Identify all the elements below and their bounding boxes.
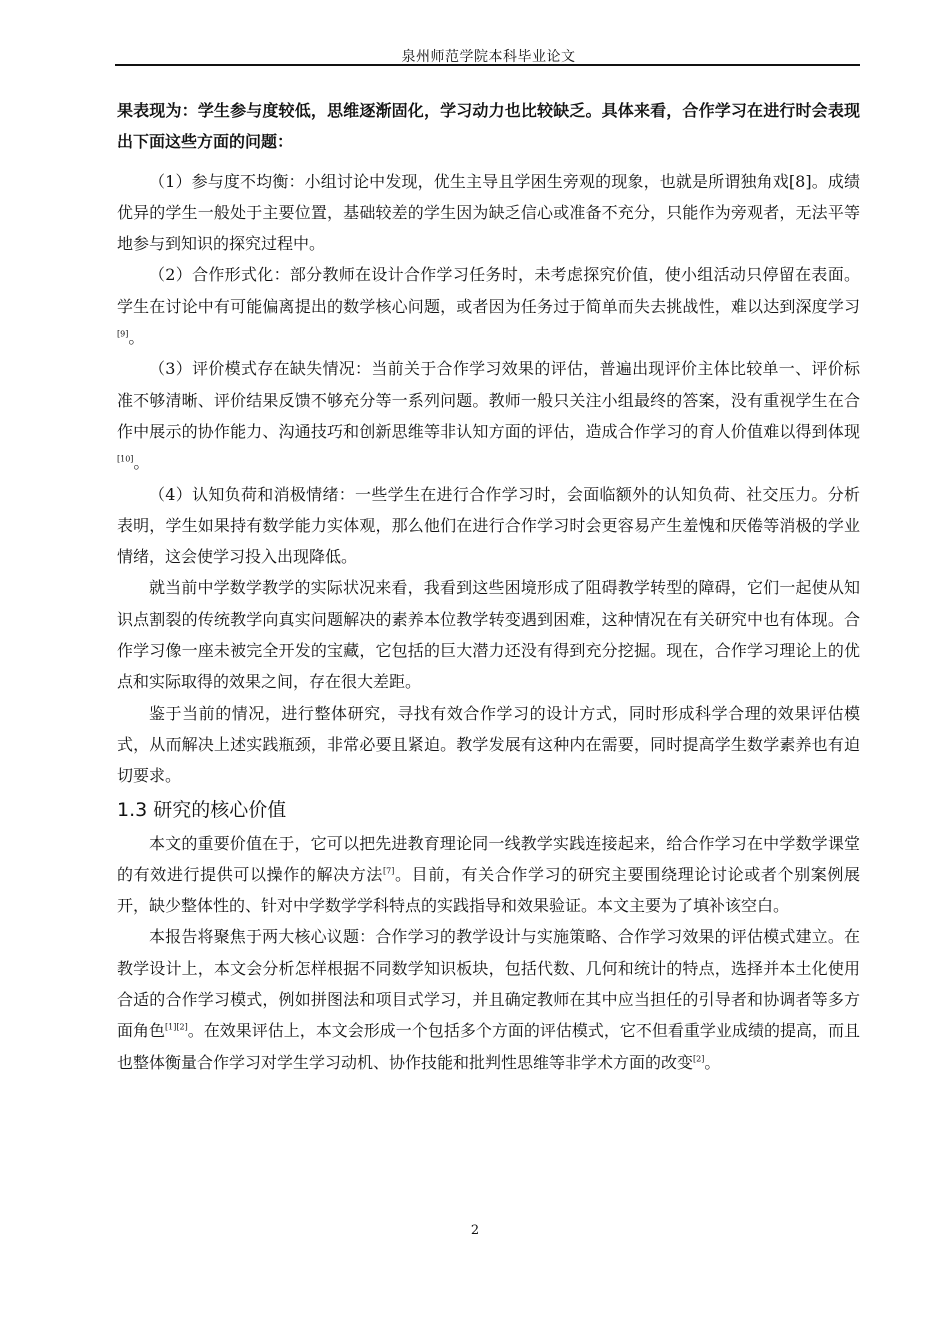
paragraph-tail: 。目前，有关合作学习的研究主要围绕理论讨论或者个别案例展开，缺少整体性的、针对中学数学学科特点的实践指导和效果验证。本文主要为了填补该空白。	[117, 864, 860, 916]
paragraph-text: 本报告将聚焦于两大核心议题：合作学习的教学设计与实施策略、合作学习效果的评估模式建立。在教学设计上，本文会分析怎样根据不同数学知识板块，包括代数、几何和统计的特点，选择并本土化使用合适的合作学习模式，例如拼图法和项目式学习，并且确定教师在其中应当担任的引导者和协调者等多方面角色	[117, 927, 860, 1041]
paragraph-tail: 。	[133, 453, 150, 473]
body-paragraph-6: 鉴于当前的情况，进行整体研究，寻找有效合作学习的设计方式，同时形成科学合理的效果评估模式，从而解决上述实践瓶颈，非常必要且紧迫。教学发展有这种内在需要，同时提高学生数学素养也有迫切要求。	[117, 703, 860, 786]
spacer	[117, 158, 860, 166]
issue-paragraph-2	[117, 259, 860, 353]
page-header-title: 泉州师范学院本科毕业论文	[401, 49, 576, 65]
paragraph-text-continued: 。在效果评估上，本文会形成一个包括多个方面的评估模式，它不但看重学业成绩的提高，而且也整体衡量合作学习对学生学习动机、协作技能和批判性思维等非学术方面的改变	[117, 1021, 860, 1072]
issue-paragraph-3	[117, 353, 860, 478]
citation-ref: [2]	[693, 1054, 705, 1064]
citation-ref: [7]	[383, 866, 395, 876]
paragraph-text: 本文的重要价值在于，它可以把先进教育理论同一线教学实践连接起来，给合作学习在中学数学课堂的有效进行提供可以操作的解决方法	[117, 833, 860, 884]
body-paragraph-5: 就当前中学数学教学的实际状况来看，我看到这些困境形成了阻碍教学转型的障碍，它们一起使从知识点割裂的传统教学向真实问题解决的素养本位教学转变遇到困难，这种情况在有关研究中也有体现。合作学习像一座未被完全开发的宝藏，它包括的巨大潜力还没有得到充分挖掘。现在，合作学习理论上的优点和实际取得的效果之间，存在很大差距。	[117, 578, 860, 692]
header-rule	[115, 64, 860, 66]
citation-ref: [1][2]	[165, 1022, 188, 1032]
issue-paragraph-1: （1）参与度不均衡：小组讨论中发现，优生主导且学困生旁观的现象，也就是所谓独角戏[8]。成绩优异的学生一般处于主要位置，基础较差的学生因为缺乏信心或准备不充分，只能作为旁观者，无法平等地参与到知识的探究过程中。	[117, 171, 860, 254]
paragraph-tail: 。	[704, 1052, 721, 1072]
section-paragraph-7	[117, 828, 860, 922]
page-number: 2	[470, 1223, 480, 1238]
intro-paragraph: 果表现为：学生参与度较低，思维逐渐固化，学习动力也比较缺乏。具体来看，合作学习在进行时会表现出下面这些方面的问题：	[117, 101, 860, 152]
section-paragraph-8	[117, 921, 860, 1077]
issue-paragraph-4: （4）认知负荷和消极情绪：一些学生在进行合作学习时，会面临额外的认知负荷、社交压力。分析表明，学生如果持有数学能力实体观，那么他们在进行合作学习时会更容易产生羞愧和厌倦等消极的学业情绪，这会使学习投入出现降低。	[117, 484, 860, 567]
paragraph-text: （3）评价模式存在缺失情况：当前关于合作学习效果的评估，普遍出现评价主体比较单一、评价标准不够清晰、评价结果反馈不够充分等一系列问题。教师一般只关注小组最终的答案，没有重视学生在合作中展示的协作能力、沟通技巧和创新思维等非认知方面的评估，造成合作学习的育人价值难以得到体现	[117, 359, 860, 441]
paragraph-tail: 。	[128, 328, 145, 348]
section-heading: 1.3 研究的核心价值	[117, 798, 287, 821]
citation-ref: [10]	[117, 454, 134, 464]
paragraph-text: （2）合作形式化：部分教师在设计合作学习任务时，未考虑探究价值，使小组活动只停留在表面。学生在讨论中有可能偏离提出的数学核心问题，或者因为任务过于简单而失去挑战性，难以达到深度学习	[117, 265, 860, 316]
page-content	[117, 95, 860, 1078]
citation-ref: [9]	[117, 329, 129, 339]
